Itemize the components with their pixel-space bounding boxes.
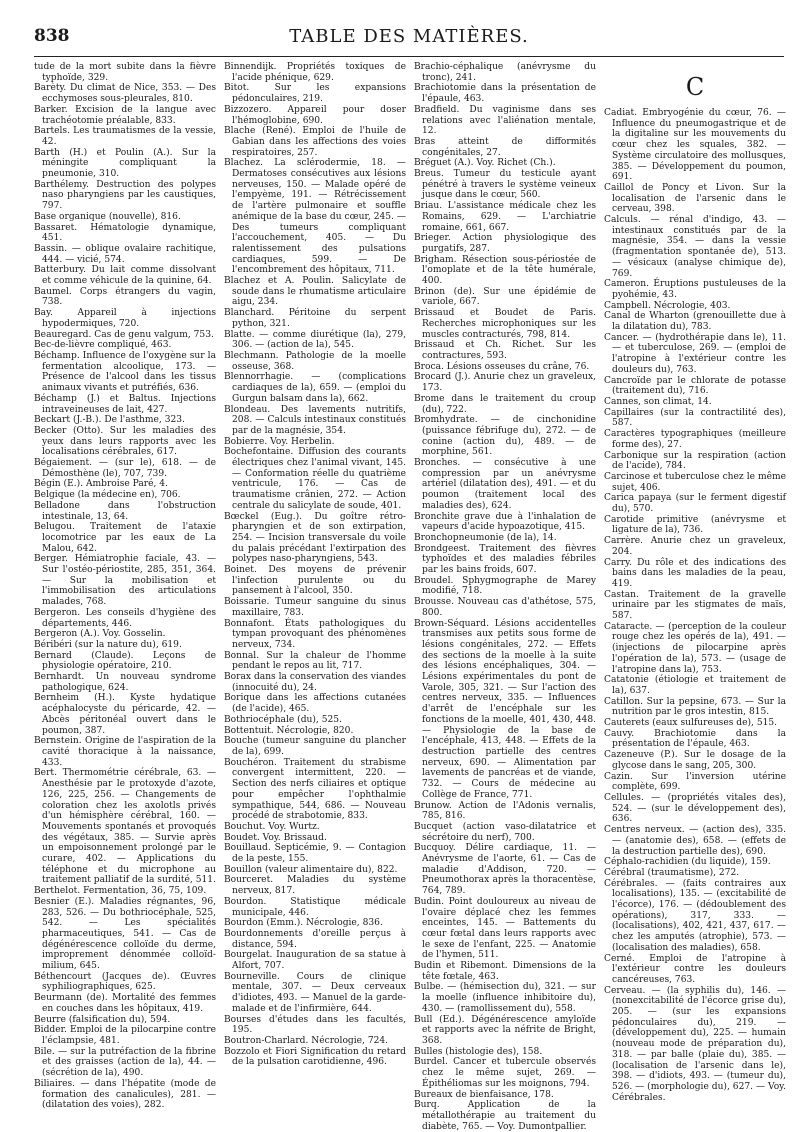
index-entry: Bulbe. — (hémisection du), 321. — sur la moelle (influence inhibitoire du), 430. — (ramollissement du), 558. <box>414 982 596 1014</box>
index-entry: Bile. — sur la putréfaction de la fibrine et des graisses (action de la), 44. — (sécrétion de la), 490. <box>34 1046 216 1079</box>
index-column-2 <box>224 62 406 1082</box>
index-entry: Bucquet (action vaso-dilatatrice et sécrétoire du nerf), 700. <box>414 821 596 843</box>
index-entry: Briau. L'assistance médicale chez les Romains, 629. — L'archiatrie romaine, 661, 667. <box>414 201 596 233</box>
index-entry: Bréguet (A.). Voy. Richet (Ch.). <box>414 158 556 169</box>
index-entry: Cerné. Emploi de l'atropine à l'extérieur contre les douleurs cancéreuses, 763. <box>604 953 786 985</box>
index-entry: Bradfield. Du vaginisme dans ses relations avec l'aliénation mentale, 12. <box>414 104 596 137</box>
index-entry: Binnendijk. Propriétés toxiques de l'acide phénique, 629. <box>224 62 406 83</box>
page-number: 838 <box>34 26 70 46</box>
index-entry: Carica papaya (sur le ferment digestif du), 570. <box>604 493 786 515</box>
index-entry: Belugou. Traitement de l'ataxie locomotrice par les eaux de La Malou, 642. <box>34 522 216 554</box>
index-entry: Bergeron (A.). Voy. Gosselin. <box>34 629 166 640</box>
index-entry: Breus. Tumeur du testicule ayant pénétré à travers le système veineux jusque dans le cœur, 560. <box>414 169 596 201</box>
page-header <box>34 26 784 60</box>
index-entry: Base organique (nouvelle), 816. <box>34 211 181 222</box>
index-entry: Brigham. Résection sous-périostée de l'omoplate et de la tête humérale, 400. <box>414 254 596 287</box>
index-entry: Bureaux de bienfaisance, 178. <box>414 1089 554 1100</box>
index-entry: Cauvy. Brachiotomie dans la présentation de l'épaule, 463. <box>604 728 786 750</box>
index-entry: Budin et Ribemont. Dimensions de la tête fœtale, 463. <box>414 961 596 982</box>
index-entry: Calculs. — rénal d'indigo, 43. — intestinaux constitués par de la magnésie, 354. — dans la vessie (fragmentation spontanée de), 513. — vésicaux (analyse chimique de), 769. <box>604 215 786 279</box>
index-entry: Brissaud et Ch. Richet. Sur les contractures, 593. <box>414 340 596 361</box>
index-entry: Blachez et A. Poulin. Salicylate de soude dans le rhumatisme articulaire aigu, 234. <box>224 276 406 308</box>
index-entry: Blennorrhagie. — (complications cardiaques de la), 659. — (emploi du Gurgun balsam dans la), 662. <box>224 372 406 404</box>
index-entry: Bonnal. Sur la chaleur de l'homme pendant le repos au lit, 717. <box>224 650 406 672</box>
index-entry: Boudet. Voy. Brissaud. <box>224 832 327 843</box>
index-entry: Bouche (tumeur sanguine du plancher de la), 699. <box>224 736 406 757</box>
index-entry: Blechmann. Pathologie de la moelle osseuse, 368. <box>224 350 406 372</box>
index-entry: Cérébrales. — (faits contraires aux localisations), 135. — (excitabilité de l'écorce), 176. — (dédoublement des opérations), 317, 333. — (localisations), 402, 421, 437, 617. — chez les amputés (atrophie), 573. — (localisation des maladies), 658. <box>604 878 786 953</box>
index-entry: Beurmann (de). Mortalité des femmes en couches dans les hôpitaux, 419. <box>34 993 216 1014</box>
index-entry: Bernheim (H.). Kyste hydatique acéphalocyste du péricarde, 42. — Abcès péritonéal ouvert dans le poumon, 387. <box>34 693 216 736</box>
index-entry: Carotide primitive (anévrysme et ligature de la), 736. <box>604 514 786 536</box>
index-entry: Carcinose et tuberculose chez le même sujet, 406. <box>604 471 786 493</box>
index-entry: Boissarie. Tumeur sanguine du sinus maxillaire, 783. <box>224 597 406 618</box>
index-entry: Bitot. Sur les expansions pédonculaires, 219. <box>224 83 406 105</box>
index-entry: Borax dans la conservation des viandes (innocuité du), 24. <box>224 672 406 693</box>
index-entry: Bull (Ed.). Dégénérescence amyloïde et rapports avec la néfrite de Bright, 368. <box>414 1014 596 1046</box>
index-entry: Bras atteint de difformités congénitales, 27. <box>414 136 596 158</box>
index-entry: Bourceret. Maladies du système nerveux, 817. <box>224 875 406 897</box>
index-entry: Blache (René). Emploi de l'huile de Gabian dans les affections des voies respiratoires, 257. <box>224 126 406 158</box>
index-entry: Cazeneuve (P.). Sur le dosage de la glycose dans le sang, 205, 300. <box>604 750 786 771</box>
index-entry: Cadiat. Embryogénie du cœur, 76. — Influence du pneumogastrique et de la digitaline sur les mouvements du cœur chez les squales, 382. — Système circulatoire des mollusques, 385. — Développement du poumon, 691. <box>604 108 786 183</box>
index-entry: Canal de Wharton (grenouillette due à la dilatation du), 783. <box>604 311 786 333</box>
index-entry: Bergeron. Les conseils d'hygiène des départements, 446. <box>34 607 216 629</box>
index-entry: Beauregard. Cas de genu valgum, 753. <box>34 329 214 340</box>
index-entry: Belladone dans l'obstruction intestinale, 13, 64. <box>34 500 216 522</box>
index-entry: Bouchut. Voy. Wurtz. <box>224 821 320 832</box>
index-entry: Cellules. — (propriétés vitales des), 524. — (sur le développement des), 636. <box>604 793 786 825</box>
index-entry: Caillol de Poncy et Livon. Sur la localisation de l'arsenic dans le cerveau, 398. <box>604 182 786 215</box>
index-entry: Bulles (histologie des), 158. <box>414 1046 543 1057</box>
index-entry: Blachez. La sclérodermie, 18. — Dermatoses consécutives aux lésions nerveuses, 150. — Malade opéré de l'empyème, 191. — Rétrécissement de l'artère pulmonaire et souffle anémique de la base du cœur, 245. — Des tumeurs compliquant l'accouchement, 405. — Du ralentissement des pulsations cardiaques, 599. — De l'encombrement des hôpitaux, 711. <box>224 158 406 276</box>
index-entry: Bochefontaine. Diffusion des courants électriques chez l'animal vivant, 145. — Conformation réelle du quatrième ventricule, 176. — Cas de traumatisme crânien, 272. — Action centrale du salicylate de soude, 401. <box>224 447 406 511</box>
index-entry: Bouillaud. Septicémie, 9. — Contagion de la peste, 155. <box>224 843 406 865</box>
index-entry: Bozzolo et Fiori Signification du retard de la pulsation carotidienne, 496. <box>224 1046 406 1068</box>
index-entry: Bothriocéphale (du), 525. <box>224 714 342 725</box>
index-entry: Brachiotomie dans la présentation de l'épaule, 463. <box>414 83 596 105</box>
index-entry: Bizzozero. Appareil pour doser l'hémoglobine, 690. <box>224 104 406 126</box>
index-entry: Bernhardt. Un nouveau syndrome pathologique, 624. <box>34 672 216 693</box>
index-entry: Becker (Otto). Sur les maladies des yeux dans leurs rapports avec les localisations cérébrales, 617. <box>34 425 216 458</box>
index-entry: Brachio-céphalique (anévrysme du tronc), 241. <box>414 62 596 83</box>
index-entry: Bartels. Les traumatismes de la vessie, 42. <box>34 126 216 147</box>
index-entry: Belgique (la médecine en), 706. <box>34 490 181 501</box>
index-entry: Bidder. Emploi de la pilocarpine contre l'éclampsie, 481. <box>34 1025 216 1046</box>
index-entry: Bégaiement. — (sur le), 618. — de Démosthène (le), 707, 739. <box>34 458 216 479</box>
header-rule <box>34 56 784 57</box>
index-entry: Brinon (de). Sur une épidémie de variole, 667. <box>414 286 596 308</box>
page-title: TABLE DES MATIÈRES. <box>289 26 529 47</box>
index-entry: Bay. Appareil à injections hypodermiques, 720. <box>34 308 216 329</box>
index-entry: Bassaret. Hématologie dynamique, 451. <box>34 222 216 244</box>
index-entry: Biliaires. — dans l'hépatite (mode de formation des canalicules), 281. — (dilatation des voies), 282. <box>34 1078 216 1111</box>
index-entry: Capillaires (sur la contractilité des), 587. <box>604 407 786 429</box>
index-entry: Cannes, son climat, 14. <box>604 396 712 407</box>
index-entry: Blatte. — comme diurétique (la), 279, 306. — (action de la), 545. <box>224 329 406 351</box>
section-letter: C <box>685 73 705 101</box>
index-entry: Batterbury. Du lait comme dissolvant et comme véhicule de la quinine, 64. <box>34 265 216 287</box>
index-entry: Cancroïde par le chlorate de potasse (traitement du), 716. <box>604 375 786 397</box>
index-entry: Béchamp. Influence de l'oxygène sur la fermentation alcoolique, 173. — Présence de l'alcool dans les tissus animaux vivants et putréfiés, 636. <box>34 350 216 394</box>
index-entry: Bonnafont. États pathologiques du tympan provoquant des phénomènes nerveux, 734. <box>224 618 406 650</box>
index-entry: Cauterets (eaux sulfureuses de), 515. <box>604 718 778 729</box>
index-entry: Brunow. Action de l'Adonis vernalis, 785, 816. <box>414 800 596 822</box>
index-entry: Bucquoy. Délire cardiaque, 11. — Anévrysme de l'aorte, 61. — Cas de maladie d'Addison, 720. — Pneumothorax après la thoracentèse, 764, 789. <box>414 843 596 897</box>
index-entry: Centres nerveux. — (action des), 335. — (anatomie des), 658. — (effets de la destruction partielle des), 690. <box>604 825 786 857</box>
index-entry: Bourneville. Cours de clinique mentale, 307. — Deux cerveaux d'idiotes, 493. — Manuel de la garde-malade et de l'infirmière, 644. <box>224 971 406 1014</box>
index-entry: Bronchopneumonie (de la), 14. <box>414 532 557 543</box>
index-entry: Cancer. — (hydrothérapie dans le), 11. — et tuberculose, 269. — (emploi de l'atropine à l'extérieur contre les douleurs du), 763. <box>604 332 786 375</box>
index-entry: Brondgeest. Traitement des fièvres typhoïdes et des maladies fébriles par les bains froids, 607. <box>414 543 596 576</box>
index-entry: Cataracte. — (perception de la couleur rouge chez les opérés de la), 491. — (injections de pilocarpine après l'opération de la), 573. — (usage de l'atropine dans la), 753. <box>604 621 786 675</box>
index-entry: Barèty. Du climat de Nice, 353. — Des ecchymoses sous-pleurales, 810. <box>34 83 216 105</box>
index-entry: Blanchard. Péritoine du serpent python, 321. <box>224 308 406 329</box>
index-entry: Broudel. Sphygmographe de Marey modifié, 718. <box>414 575 596 597</box>
index-entry: Céphalo-rachidien (du liquide), 159. <box>604 857 771 868</box>
index-entry: Castan. Traitement de la gravelle urinaire par les stigmates de maïs, 587. <box>604 589 786 622</box>
index-entry: Cazin. Sur l'inversion utérine complète, 699. <box>604 771 786 793</box>
index-entry: Beckart (J.-B.). De l'asthme, 323. <box>34 415 185 426</box>
index-entry: Beurre (falsification du), 594. <box>34 1014 171 1025</box>
index-entry: Brissaud et Boudet de Paris. Recherches microphoniques sur les muscles contracturés, 798, 814. <box>414 308 596 340</box>
index-entry: Bouillon (valeur alimentaire du), 822. <box>224 864 398 875</box>
index-column-3 <box>414 62 596 1132</box>
index-entry: Bégin (E.). Ambroise Paré, 4. <box>34 479 168 490</box>
index-entry: tude de la mort subite dans la fièvre typhoïde, 329. <box>34 62 216 83</box>
index-entry: Brocard (J.). Anurie chez un graveleux, 173. <box>414 372 596 394</box>
index-entry: Bromhydrate. — de cinchonidine (puissance fébrifuge du), 272. — de conine (action du), 489. — de morphine, 561. <box>414 415 596 458</box>
index-entry: Bec-de-lièvre compliqué, 463. <box>34 340 172 351</box>
index-entry: Besnier (E.). Maladies régnantes, 96, 283, 526. — Du bothriocéphale, 525, 542. — Les spécialités pharmaceutiques, 541. — Cas de dégénérescence colloïde du derme, improprement dénommée colloïd-milium, 645. <box>34 896 216 972</box>
index-entry: Cameron. Éruptions pustuleuses de la pyohémie, 43. <box>604 279 786 300</box>
index-entry: Barthélemy. Destruction des polypes naso pharyngiens par les caustiques, 797. <box>34 179 216 212</box>
index-entry: Bronchite grave due à l'inhalation de vapeurs d'acide hypoazotique, 415. <box>414 511 596 533</box>
index-column-4 <box>604 62 786 1103</box>
index-entry: Bronches. — consécutive à une compression par un anévrysme artériel (dilatation des), 491. — et du poumon (traitement local des maladies des), 624. <box>414 458 596 511</box>
index-entry: Carrère. Anurie chez un graveleux, 204. <box>604 536 786 557</box>
index-entry: Bourdonnements d'oreille perçus à distance, 594. <box>224 928 406 950</box>
index-entry: Burdel. Cancer et tubercule observés chez le même sujet, 269. — Épithéliomas sur les moignons, 794. <box>414 1057 596 1089</box>
index-entry: Béthencourt (Jacques de). Œuvres syphiliographiques, 625. <box>34 971 216 993</box>
index-entry: Berthelot. Fermentation, 36, 75, 109. <box>34 886 207 897</box>
index-entry: Bourdon. Statistique médicale municipale, 446. <box>224 896 406 918</box>
index-entry: Brown-Séquard. Lésions accidentelles transmises aux petits sous forme de lésions congénitales, 272. — Effets des sections de la moelle à la suite des lésions encéphaliques, 304. — Lésions expérimentales du pont de Varole, 305, 321. — Sur l'action des centres nerveux, 335. — Influences d'arrêt de l'encéphale sur les fonctions de la moelle, 401, 430, 448. — Physiologie de la base de l'encéphale, 413, 448. — Effets de la destruction partielle des centres nerveux, 690. — Alimentation par lavements de pancréas et de viande, 732. — Cours de médecine au Collège de France, 771. <box>414 618 596 800</box>
index-entry: Blondeau. Des lavements nutritifs, 208. — Calculs intestinaux constitués par de la magnésie, 354. <box>224 404 406 436</box>
index-entry: Carbonique sur la respiration (action de l'acide), 784. <box>604 450 786 472</box>
index-entry: Béribéri (sur la nature du), 619. <box>34 639 182 650</box>
index-entry: Broca. Lésions osseuses du crâne, 76. <box>414 361 590 372</box>
index-entry: Bottentuit. Nécrologie, 820. <box>224 725 354 736</box>
index-entry: Barth (H.) et Poulin (A.). Sur la méningite compliquant la pneumonie, 310. <box>34 147 216 180</box>
index-entry: Brome dans le traitement du croup (du), 722. <box>414 393 596 415</box>
index-entry: Campbell. Nécrologie, 403. <box>604 300 731 311</box>
index-entry: Bassin. — oblique ovalaire rachitique, 444. — vicié, 574. <box>34 243 216 265</box>
index-entry: Baumel. Corps étrangers du vagin, 738. <box>34 286 216 308</box>
index-columns <box>34 62 786 1132</box>
index-entry: Carry. Du rôle et des indications des bains dans les maladies de la peau, 419. <box>604 557 786 589</box>
index-entry: Boinet. Des moyens de prévenir l'infection purulente ou du pansement à l'alcool, 350. <box>224 565 406 597</box>
index-entry: Brousse. Nouveau cas d'athétose, 575, 800. <box>414 597 596 618</box>
index-entry: Caractères typographiques (meilleure forme des), 27. <box>604 429 786 450</box>
index-entry: Boutron-Charlard. Nécrologie, 724. <box>224 1035 389 1046</box>
index-entry: Béchamp (J.) et Baltus. Injections intraveineuses de lait, 427. <box>34 393 216 415</box>
index-entry: Barker. Excision de la langue avec trachéotomie préalable, 833. <box>34 104 216 126</box>
index-entry: Burq. Application de la métallothérapie au traitement du diabète, 765. — Voy. Dumontpallier. <box>414 1100 596 1132</box>
index-entry: Cérébral (traumatisme), 272. <box>604 867 740 878</box>
index-entry: Bernstein. Origine de l'aspiration de la cavité thoracique à la naissance, 433. <box>34 736 216 768</box>
index-entry: Berger. Hémiatrophie faciale, 43. — Sur l'ostéo-périostite, 285, 351, 364. — Sur la mobilisation et l'immobilisation des articulations malades, 768. <box>34 554 216 608</box>
index-entry: Catillon. Sur la pepsine, 673. — Sur la nutrition par le gros intestin, 815. <box>604 696 786 718</box>
index-entry: Bourdon (Emm.). Nécrologie, 836. <box>224 918 383 929</box>
index-entry: Borique dans les affections cutanées (de l'acide), 465. <box>224 693 406 715</box>
index-entry: Bourses d'études dans les facultés, 195. <box>224 1014 406 1036</box>
index-entry: Cerveau. — (la syphilis du), 146. — (nonexcitabilité de l'écorce grise du), 205. — (sur les expansions pédonculaires du), 219. — (développement du), 225. — humain (nouveau mode de préparation du), 318. — par balle (plaie du), 385. — (localisation de l'arsenic dans le), 398. — d'idiots, 493. — (tumeur du), 526. — (morphologie du), 627. — Voy. Cérébrales. <box>604 985 786 1103</box>
index-entry: Bourgelat. Inauguration de sa statue à Alfort, 707. <box>224 950 406 972</box>
index-entry: Bobierre. Voy. Herbelin. <box>224 436 335 447</box>
index-entry: Catatonie (étiologie et traitement de la), 637. <box>604 675 786 696</box>
index-entry: Bernard (Claude). Leçons de physiologie opératoire, 210. <box>34 650 216 672</box>
index-entry: Bœckel (Eug.). Du goître rétro-pharyngien et de son extirpation, 254. — Incision transversale du voile du palais précédant l'extirpation des polypes naso-pharyngiens, 543. <box>224 511 406 565</box>
index-column-1 <box>34 62 216 1111</box>
index-entry: Bouchéron. Traitement du strabisme convergent intermittent, 220. — Section des nerfs ciliaires et optique pour empêcher l'ophthalmie sympathique, 544, 686. — Nouveau procédé de strabotomie, 833. <box>224 757 406 822</box>
index-entry: Bert. Thermométrie cérébrale, 63. — Anesthésie par le protoxyde d'azote, 126, 225, 256. — Changements de coloration chez les axolotls privés d'un hémisphère cérébral, 160. — Mouvements spontanés et provoqués des végétaux, 385. — Survie après un empoisonnement prolongé par le curare, 402. — Applications du téléphone et du microphone au traitement palliatif de la surdité, 511. <box>34 768 216 886</box>
index-entry: Brieger. Action physiologique des purgatifs, 287. <box>414 233 596 254</box>
index-entry: Budin. Point douloureux au niveau de l'ovaire déplacé chez les femmes enceintes, 145. — Battements du cœur fœtal dans leurs rapports avec le sexe de l'enfant, 225. — Anatomie de l'hymen, 511. <box>414 896 596 961</box>
